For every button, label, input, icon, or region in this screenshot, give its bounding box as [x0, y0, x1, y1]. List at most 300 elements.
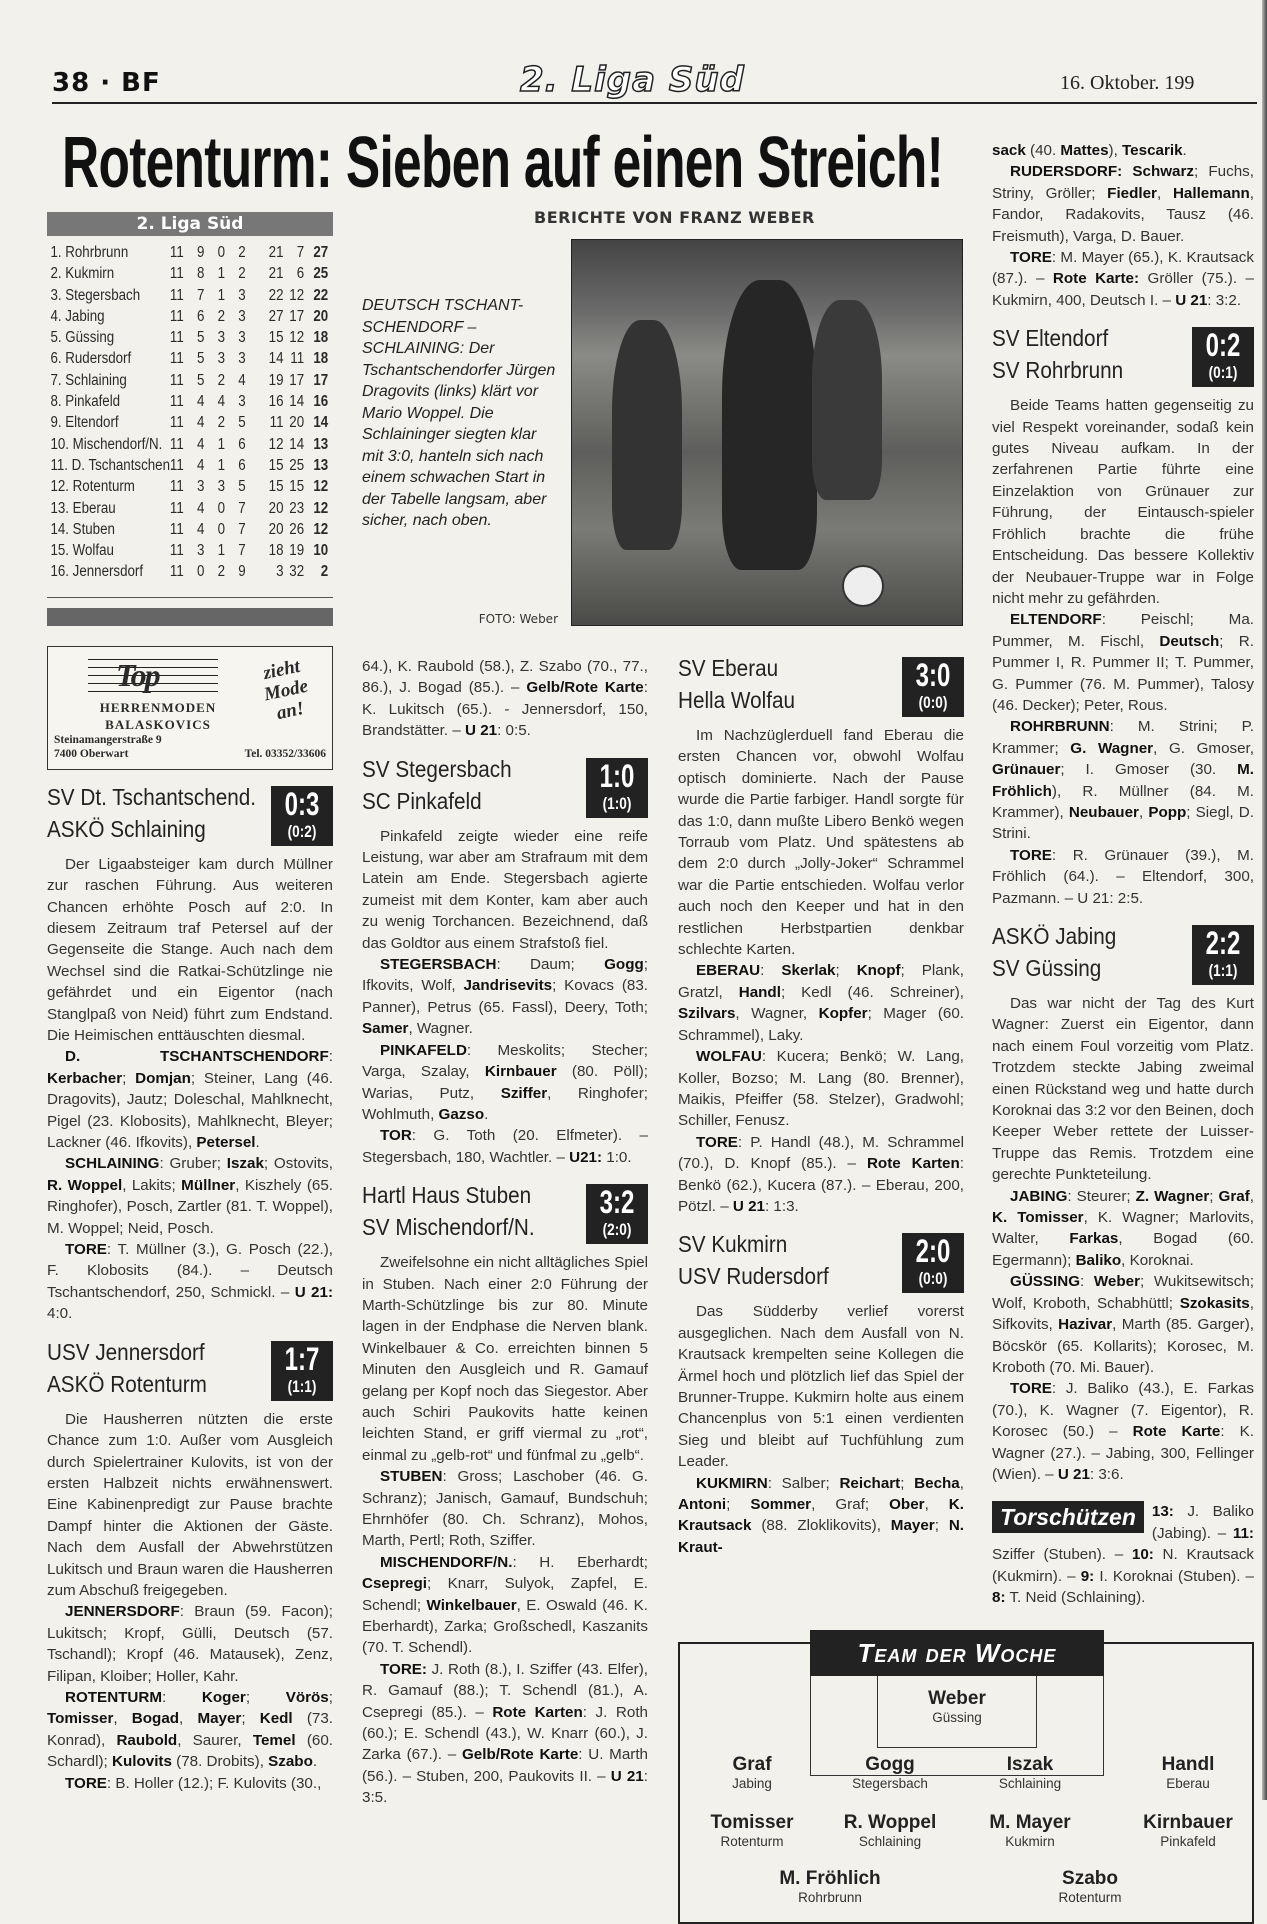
- match-header: [362, 756, 648, 820]
- away-team: ASKÖ Rotenturm: [47, 1370, 207, 1397]
- page-number: 38 · BF: [52, 68, 161, 98]
- text-run: .: [1182, 142, 1187, 159]
- stat-cell: 3: [238, 329, 246, 347]
- bold-run: U21:: [569, 1148, 603, 1166]
- stat-cell: 7: [238, 520, 246, 538]
- top-scorers-label: Torschützen: [992, 1501, 1144, 1533]
- table-row: [47, 476, 333, 497]
- bold-run: Kulovits: [112, 1753, 172, 1771]
- text-run: ;: [726, 1496, 751, 1513]
- team-name: 1. Rohrbrunn: [50, 244, 129, 261]
- paragraph: [992, 993, 1254, 1186]
- stat-cell: 17: [289, 371, 305, 389]
- bold-run: D. TSCHANTSCHENDORF: [65, 1048, 329, 1066]
- text-run: Das Südderby verlief vorerst ausgeglichen. Nach dem Ausfall von N. Krautsack krempelten seine Kollegen die Ärmel hoch und plötzlich lief das Spiel der Brunner-Truppe. Kukmirn holte aus einem Chancenplus von 5:1 einen verdienten Sieg und bleibt auf Tuchfühlung zum Leader.: [678, 1303, 964, 1471]
- player-name: Graf: [732, 1754, 772, 1776]
- bold-run: Rote Karten: [492, 1703, 583, 1721]
- stat-cell: 5: [238, 478, 246, 496]
- paragraph: [992, 1271, 1254, 1378]
- text-run: : 0:5.: [497, 722, 531, 740]
- text-run: ,: [1138, 803, 1149, 821]
- stat-cell: 6: [296, 265, 305, 283]
- stat-cell: 0: [196, 563, 205, 581]
- text-run: : U. Marth (56.). – Stuben, 200, Paukovits II. –: [362, 1746, 649, 1785]
- text-run: T. Neid (Schlaining).: [1005, 1588, 1146, 1606]
- stat-cell: 4: [196, 520, 205, 538]
- stat-cell: 4: [196, 499, 205, 517]
- text-run: (78. Drobits),: [171, 1753, 269, 1771]
- section-title: 2. Liga Süd: [520, 60, 745, 100]
- team-of-the-week-title: Team der Woche: [810, 1630, 1104, 1676]
- issue-date: 16. Oktober. 199: [1060, 72, 1195, 94]
- halftime-score: (2:0): [602, 1220, 632, 1240]
- player-club: Jabing: [732, 1776, 772, 1792]
- stat-cell: 17: [289, 307, 305, 325]
- stat-cell: 11: [269, 414, 284, 432]
- paragraph: [992, 1186, 1254, 1272]
- bold-run: Z. Wagner: [1135, 1187, 1210, 1205]
- text-run: , Wagner,: [735, 1005, 819, 1023]
- bold-run: JENNERSDORF: [65, 1603, 180, 1621]
- stat-cell: 32: [289, 563, 305, 581]
- stat-cell: 12: [313, 520, 329, 538]
- bold-run: Hazivar: [1058, 1316, 1113, 1334]
- player-name: Handl: [1161, 1754, 1215, 1776]
- text-run: ;: [245, 1688, 286, 1706]
- bold-run: ROTENTURM: [65, 1688, 163, 1706]
- table-row: [47, 540, 333, 561]
- bold-run: Szokasits: [1179, 1294, 1250, 1312]
- text-run: ,: [113, 1710, 132, 1728]
- bold-run: EBERAU: [696, 962, 761, 980]
- player-club: Rohrbrunn: [798, 1890, 862, 1906]
- away-team: SV Mischendorf/N.: [362, 1214, 535, 1241]
- bold-run: Mayer: [890, 1517, 935, 1535]
- stat-cell: 0: [217, 244, 226, 261]
- text-run: : Meskolits; Stecher; Varga, Szalay,: [362, 1041, 648, 1081]
- match-header: [992, 923, 1254, 987]
- text-run: : 3:2.: [1207, 291, 1242, 309]
- player: [692, 1754, 812, 1792]
- stat-cell: 11: [169, 244, 184, 261]
- player-club: Güssing: [932, 1710, 982, 1726]
- paragraph: [47, 854, 333, 1047]
- text-run: : R. Grünauer (39.), M. Fröhlich (64.). – Eltendorf, 300, Pazmann. – U 21: 2:5.: [992, 846, 1254, 907]
- paragraph: [362, 1125, 648, 1168]
- bold-run: Raubold: [116, 1731, 178, 1749]
- paragraph: [362, 826, 648, 954]
- standings-table: [47, 212, 333, 583]
- bold-run: Winkelbauer: [426, 1596, 517, 1614]
- match-header: [362, 1182, 648, 1246]
- bold-run: K. Krautsack: [678, 1496, 964, 1535]
- text-run: ;: [900, 1474, 915, 1492]
- stat-cell: 19: [268, 371, 284, 389]
- text-run: [1122, 163, 1132, 180]
- match-header: [47, 1339, 333, 1403]
- stat-cell: 15: [268, 329, 284, 347]
- stat-cell: 1: [217, 286, 226, 304]
- team-name: 9. Eltendorf: [50, 414, 119, 432]
- home-team: SV Eltendorf: [992, 325, 1109, 352]
- score-box: [902, 657, 964, 717]
- bold-run: Jandrisevits: [463, 977, 553, 995]
- text-run: ), R. Müllner (84. M. Krammer),: [992, 782, 1254, 821]
- player: [1128, 1754, 1248, 1792]
- home-team: USV Jennersdorf: [47, 1338, 205, 1365]
- article-text: [47, 854, 333, 1325]
- text-run: ; Steiner, Lang (46. Dragovits), Jautz; Doleschal, Mahlknecht, Pigel (23. Klobosits), Mahlknecht, Bleyer; Lackner (46. Ifkovits),: [47, 1069, 333, 1152]
- text-run: 4:0.: [47, 1305, 73, 1323]
- paragraph: [362, 1252, 648, 1466]
- paragraph: [47, 1409, 333, 1602]
- stat-cell: 14: [289, 393, 305, 411]
- text-run: : H. Eberhardt;: [512, 1553, 648, 1571]
- stat-cell: 11: [169, 393, 184, 411]
- text-run: ),: [1108, 142, 1123, 159]
- team-name: 11. D. Tschantschen.: [50, 456, 174, 474]
- bold-run: K. Tomisser: [992, 1209, 1084, 1227]
- bold-run: Iszak: [226, 1155, 264, 1173]
- article-text: [47, 1409, 333, 1794]
- bold-run: RUDERSDORF:: [1010, 163, 1123, 181]
- bold-run: U 21:: [294, 1283, 334, 1301]
- text-run: ,: [1249, 1187, 1254, 1205]
- stat-cell: 0: [217, 520, 226, 538]
- bold-run: Samer: [362, 1020, 409, 1038]
- columns-3-4: [678, 140, 1254, 1924]
- text-run: Sziffer (Stuben). –: [992, 1546, 1132, 1564]
- bold-run: Gelb/Rote Karte: [526, 679, 644, 697]
- stat-cell: 11: [169, 265, 184, 283]
- stat-cell: 3: [276, 563, 284, 581]
- stat-cell: 4: [196, 414, 205, 432]
- stat-cell: 11: [169, 371, 184, 389]
- text-run: ,: [959, 1474, 964, 1492]
- text-run: ;: [835, 962, 857, 980]
- text-run: ; Plank, Gratzl,: [678, 962, 964, 1001]
- bold-run: Mayer: [197, 1710, 242, 1728]
- bold-run: Mattes: [1060, 142, 1109, 159]
- player: [692, 1812, 812, 1850]
- stat-cell: 6: [238, 435, 246, 453]
- text-run: ;: [1209, 1187, 1219, 1205]
- text-run: (73. Konrad),: [47, 1710, 333, 1749]
- bold-run: Becha: [914, 1474, 960, 1492]
- player-name: Gogg: [865, 1754, 915, 1776]
- player-club: Schlaining: [998, 1776, 1062, 1792]
- team-name: 12. Rotenturm: [50, 478, 135, 496]
- stat-cell: 12: [289, 329, 305, 347]
- stat-cell: 11: [169, 307, 184, 325]
- text-run: , Kiszhely (65. Ringhofer), Posch, Zartler (81. T. Woppel), M. Woppel; Neid, Posch.: [47, 1176, 333, 1237]
- text-run: I. Koroknai (Stuben). –: [1094, 1567, 1254, 1585]
- text-run: :: [162, 1688, 202, 1706]
- player: [1030, 1868, 1150, 1906]
- stat-cell: 23: [289, 499, 305, 517]
- bold-run: KUKMIRN: [696, 1474, 768, 1492]
- bold-run: SCHLAINING: [65, 1155, 160, 1173]
- team-name: 6. Rudersdorf: [50, 350, 132, 368]
- team-name: 8. Pinkafeld: [50, 393, 121, 411]
- column-1: [47, 212, 333, 1794]
- text-run: ;: [328, 1688, 333, 1706]
- paragraph: [362, 1466, 648, 1552]
- advertisement: [47, 646, 333, 770]
- player-club: Eberau: [1166, 1776, 1210, 1792]
- final-score: 2:2: [1205, 925, 1241, 961]
- stat-cell: 8: [196, 265, 205, 283]
- bold-run: STUBEN: [380, 1468, 443, 1486]
- stat-cell: 3: [217, 329, 226, 347]
- stat-cell: 22: [313, 286, 329, 304]
- ad-phone: Tel. 03352/33606: [244, 747, 326, 760]
- bold-run: Bogad: [131, 1710, 180, 1728]
- table-row: [47, 561, 333, 582]
- text-run: : K. Wagner (27.). – Jabing, 300, Fellinger (Wien). –: [992, 1423, 1254, 1483]
- bold-run: Kirnbauer: [484, 1063, 557, 1081]
- stat-cell: 4: [196, 393, 205, 411]
- text-run: ; Knarr, Sulyok, Zapfel, E. Schendl;: [362, 1575, 648, 1614]
- stat-cell: 2: [238, 265, 246, 283]
- match-header: [678, 1231, 964, 1295]
- bold-run: TORE: [1010, 249, 1052, 267]
- text-run: : Daum;: [496, 956, 605, 974]
- bold-run: Domjan: [135, 1069, 191, 1087]
- table-row: [47, 306, 333, 327]
- text-run: Die Hausherren nützten die erste Chance zum 1:0. Außer vom Ausgleich durch Spielertrainer Kulovits, ist von der ersten Halbzeit nichts erwähnenswert. Eine Kabinenpredigt zur Pause brachte Dampf hinter die Aktionen der Gäste. Nach dem Ausfall der Abwehrstützen Lukitsch und Braun waren die Hausherren zum Abschuß freigegeben.: [47, 1410, 333, 1599]
- score-box: [1192, 925, 1254, 985]
- text-run: ; Kedl (46. Schreiner),: [780, 983, 964, 1001]
- stat-cell: 5: [196, 350, 205, 368]
- bold-run: Petersel: [196, 1134, 256, 1152]
- byline: BERICHTE VON FRANZ WEBER: [534, 208, 815, 227]
- home-team: ASKÖ Jabing: [992, 923, 1117, 949]
- score-box: [586, 758, 648, 818]
- text-run: : M. Strini; P. Krammer;: [992, 718, 1254, 757]
- bold-run: U 21: [1175, 291, 1208, 309]
- text-run: 1:0.: [602, 1148, 632, 1166]
- text-run: , Koroknai.: [1121, 1251, 1194, 1269]
- team-name: 10. Mischendorf/N.: [50, 435, 163, 453]
- bold-run: 10:: [1131, 1546, 1154, 1564]
- stat-cell: 4: [196, 456, 205, 474]
- stat-cell: 3: [196, 542, 205, 560]
- home-team: Hartl Haus Stuben: [362, 1182, 532, 1209]
- paragraph: [362, 954, 648, 1040]
- bold-run: Rote Karte: [1132, 1423, 1221, 1441]
- stat-cell: 10: [313, 542, 329, 560]
- player: [770, 1868, 890, 1906]
- bold-run: Szabo: [268, 1753, 313, 1771]
- stat-cell: 11: [169, 563, 184, 581]
- player: [970, 1754, 1090, 1792]
- text-run: , Graf;: [811, 1496, 890, 1513]
- team-name: 7. Schlaining: [50, 371, 127, 389]
- stat-cell: 21: [268, 265, 284, 283]
- text-run: : K. Lukitsch (65.). - Jennersdorf, 150, Brandstätter. –: [362, 679, 648, 740]
- article-text: [992, 993, 1254, 1485]
- text-run: : Peischl; Ma. Pummer, M. Fischl,: [992, 611, 1254, 650]
- stat-cell: 3: [217, 350, 226, 368]
- final-score: 0:3: [284, 785, 320, 822]
- text-run: Pinkafeld zeigte wieder eine reife Leistung, war aber am Strafraum mit dem Latein am Ende. Stegersbach agierte zumeist mit dem Konter, kam aber auch zu wenig Torchancen. Bezeichnend, daß das Goldtor aus einem Strafstoß fiel.: [362, 827, 648, 952]
- home-team: SV Dt. Tschantschend.: [47, 783, 257, 810]
- text-run: : 3:6.: [1089, 1465, 1124, 1483]
- paragraph: [992, 161, 1254, 247]
- stat-cell: 2: [217, 307, 226, 325]
- text-run: , Sifkovits,: [992, 1294, 1254, 1334]
- text-run: ; Mager (60. Schrammel), Laky.: [678, 1005, 964, 1044]
- bold-run: Csepregi: [362, 1575, 427, 1593]
- away-team: SV Rohrbrunn: [992, 357, 1124, 384]
- text-run: : 3:5.: [362, 1767, 648, 1807]
- player-club: Rotenturm: [1058, 1890, 1122, 1906]
- bold-run: Baliko: [1075, 1251, 1122, 1269]
- halftime-score: (0:1): [1208, 363, 1238, 383]
- bold-run: Ober: [889, 1496, 925, 1513]
- away-team: Hella Wolfau: [678, 687, 795, 713]
- stat-cell: 1: [217, 542, 226, 560]
- bold-run: Handl: [738, 983, 781, 1001]
- home-team: SV Eberau: [678, 655, 779, 681]
- top-scorers: [992, 1501, 1254, 1608]
- stat-cell: 13: [313, 435, 329, 453]
- headline: Rotenturm: Sieben auf einen Streich!: [62, 123, 943, 203]
- stat-cell: 4: [238, 371, 246, 389]
- bold-run: G. Wagner: [1070, 739, 1154, 757]
- ad-company: HERRENMODEN BALASKOVICS: [99, 699, 217, 732]
- text-run: (60. Schardl);: [47, 1731, 333, 1771]
- stat-cell: 14: [268, 350, 284, 368]
- stat-cell: 0: [217, 499, 226, 517]
- header-rule: [52, 102, 1257, 104]
- stat-cell: 2: [217, 563, 226, 581]
- stat-cell: 3: [238, 350, 246, 368]
- stat-cell: 3: [238, 393, 246, 411]
- bold-run: U 21: [732, 1197, 765, 1215]
- player-club: Pinkafeld: [1160, 1834, 1216, 1850]
- table-row: [47, 285, 333, 306]
- stat-cell: 11: [169, 435, 184, 453]
- stat-cell: 2: [238, 244, 246, 261]
- text-run: Beide Teams hatten gegenseitig zu viel Respekt voreinander, sodaß kein gutes Niveau aufkam. In der zerfahrenen Partie führte eine Einzelaktion von Grünauer zur Führung, der Eintausch-spieler Fröhlich brachte die frühe Entscheidung. Das bessere Kollektiv der Neubauer-Truppe war in Folge nicht mehr zu gefährden.: [992, 397, 1254, 607]
- stat-cell: 5: [238, 414, 246, 432]
- text-run: ; Kovacs (83. Panner), Petrus (65. Fassl), Deery, Toth;: [362, 977, 648, 1016]
- paragraph: [678, 1046, 964, 1132]
- text-run: , Saurer,: [177, 1731, 253, 1749]
- team-name: 15. Wolfau: [50, 542, 114, 560]
- text-run: ,: [924, 1496, 949, 1513]
- bold-run: JABING: [1010, 1187, 1068, 1205]
- stat-cell: 18: [313, 329, 329, 347]
- stat-cell: 4: [196, 435, 205, 453]
- bold-run: TORE: [1010, 1380, 1052, 1398]
- stat-cell: 16: [313, 393, 329, 411]
- paragraph: [678, 1473, 964, 1559]
- text-run: , Bogad (60. Egermann);: [992, 1230, 1255, 1269]
- stat-cell: 15: [289, 478, 305, 496]
- table-row: [47, 434, 333, 455]
- stat-cell: 14: [313, 414, 329, 432]
- text-run: ;: [241, 1710, 260, 1728]
- stat-cell: 3: [217, 478, 226, 496]
- player-name: Tomisser: [710, 1812, 794, 1834]
- halftime-score: (0:0): [918, 693, 948, 712]
- stat-cell: 1: [217, 456, 226, 474]
- text-run: :: [760, 962, 782, 980]
- bold-run: TORE: [1010, 846, 1052, 864]
- stat-cell: 9: [238, 563, 246, 581]
- text-run: ; I. Gmoser (30.: [1060, 761, 1238, 779]
- away-team: SC Pinkafeld: [362, 787, 482, 814]
- away-team: SV Güssing: [992, 955, 1102, 981]
- stat-cell: 2: [217, 371, 226, 389]
- bold-run: Weber: [1093, 1273, 1141, 1291]
- text-run: :: [328, 1048, 333, 1066]
- bold-run: Kopfer: [818, 1005, 868, 1023]
- bold-run: Skerlak: [781, 962, 836, 980]
- stat-cell: 3: [196, 478, 205, 496]
- table-row: [47, 519, 333, 540]
- paragraph: [362, 1040, 648, 1126]
- bold-run: Vörös: [285, 1688, 329, 1706]
- paragraph: [47, 1601, 333, 1687]
- text-run: .: [484, 1105, 489, 1123]
- paragraph: [362, 1659, 648, 1809]
- stat-cell: 11: [169, 520, 184, 538]
- text-run: ,: [179, 1710, 198, 1728]
- stat-cell: 15: [268, 478, 284, 496]
- player: [897, 1688, 1017, 1726]
- text-run: ; Fuchs, Striny, Gröller;: [992, 163, 1254, 202]
- away-team: USV Rudersdorf: [678, 1263, 829, 1290]
- text-run: ,: [1156, 184, 1173, 202]
- bold-run: STEGERSBACH: [380, 956, 497, 974]
- bold-run: M. Fröhlich: [992, 761, 1254, 800]
- paragraph: [47, 1687, 333, 1773]
- stat-cell: 25: [313, 265, 329, 283]
- bold-run: Kerbacher: [47, 1069, 123, 1087]
- text-run: , Fandor, Radakovits, Tausz (46. Freismuth), Varga, D. Bauer.: [992, 184, 1254, 245]
- bold-run: Temel: [252, 1731, 296, 1749]
- text-run: (40.: [1025, 142, 1061, 159]
- stat-cell: 25: [289, 456, 305, 474]
- paragraph: [47, 1153, 333, 1239]
- player-club: Schlaining: [858, 1834, 922, 1850]
- halftime-score: (1:1): [1208, 961, 1238, 980]
- article-text: [678, 1301, 964, 1558]
- stat-cell: 19: [289, 542, 305, 560]
- table-row: [47, 370, 333, 391]
- away-team: ASKÖ Schlaining: [47, 815, 206, 842]
- stat-cell: 16: [268, 393, 284, 411]
- text-run: ; R. Pummer I, R. Pummer II; T. Pummer, G. Pummer (76. M. Pummer), Talosy (46. Decker); Peter, Rous.: [992, 632, 1254, 714]
- text-run: , Ringhofer; Wohlmuth,: [362, 1084, 648, 1123]
- halftime-score: (0:0): [918, 1269, 948, 1289]
- text-run: , Wagner.: [408, 1020, 473, 1038]
- bold-run: Sommer: [750, 1496, 812, 1513]
- text-run: , Lakits;: [122, 1176, 182, 1194]
- stat-cell: 20: [268, 520, 284, 538]
- text-run: Der Ligaabsteiger kam durch Müllner zur raschen Führung. Aus weiteren Chancen erhöhte Posch auf 2:0. In diesem Zeitraum traf Petersel auf der Gegenseite die Stange. Auch nach dem Wechsel sind die Ratkai-Schützlinge nie gefährdet und ein Eigentor (nach Stanglpaß von Neid) führt zum Endstand. Die Heimischen enttäuschten diesmal.: [47, 855, 333, 1044]
- paragraph: [47, 1773, 333, 1794]
- bold-run: TORE: [696, 1133, 738, 1151]
- stat-cell: 11: [169, 478, 184, 496]
- table-row: [47, 327, 333, 348]
- table-row: [47, 412, 333, 433]
- player-name: R. Woppel: [843, 1812, 937, 1834]
